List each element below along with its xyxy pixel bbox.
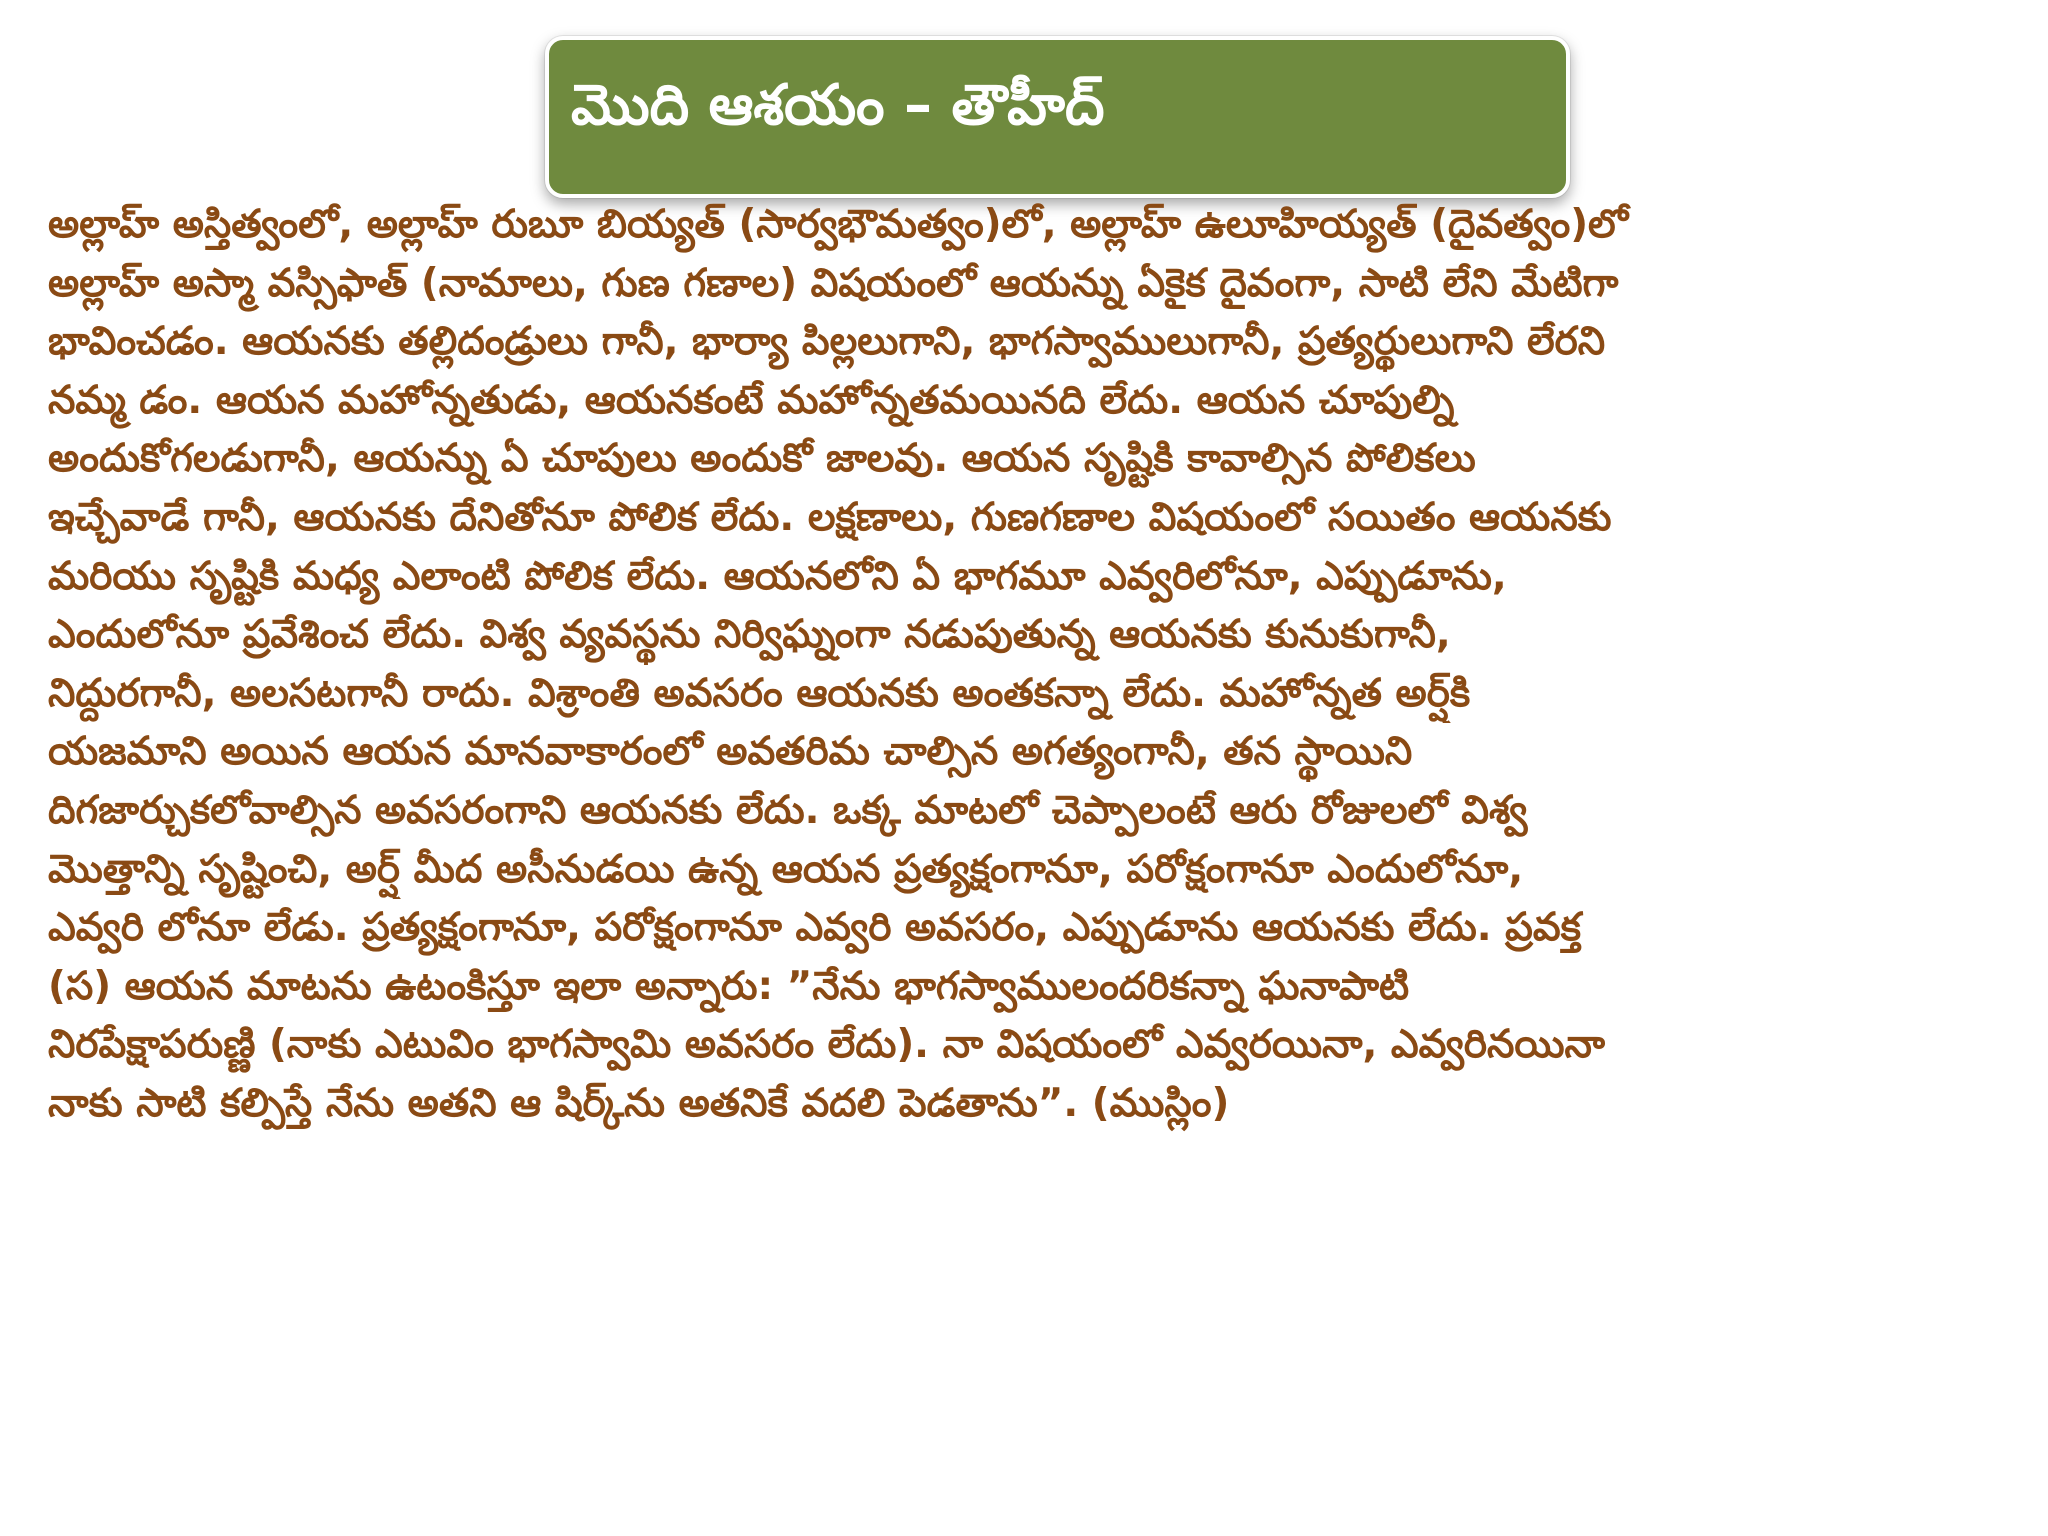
body-line: అల్లాహ్ అస్తిత్వంలో, అల్లాహ్ రుబూ బియ్యత్ (సార్వభౌమత్వం)లో, అల్లాహ్ ఉలూహియ్యత్ (దైవత్వం)లో [48, 202, 1629, 247]
body-line: ఎవ్వరి లోనూ లేడు. ప్రత్యక్షంగానూ, పరోక్షంగానూ ఎవ్వరి అవసరం, ఎప్పుడూను ఆయనకు లేదు. ప్రవక్త [48, 905, 1581, 951]
body-line: మరియు సృష్టికి మధ్య ఎలాంటి పోలిక లేదు. ఆయనలోని ఏ భాగమూ ఎవ్వరిలోనూ, ఎప్పుడూను, [48, 553, 1507, 599]
body-line: మొత్తాన్ని సృష్టించి, అర్ష్ మీద అసీనుడయి ఉన్న ఆయన ప్రత్యక్షంగానూ, పరోక్షంగానూ ఎందులోనూ, [48, 846, 1524, 892]
body-line: అందుకోగలడుగానీ, ఆయన్ను ఏ చూపులు అందుకో జాలవు. ఆయన సృష్టికి కావాల్సిన పోలికలు [48, 436, 1476, 482]
body-line: (స) ఆయన మాటను ఉటంకిస్తూ ఇలా అన్నారు: ”నేను భాగస్వాములందరికన్నా ఘనాపాటి [48, 963, 1410, 1009]
body-paragraph [48, 196, 2008, 1134]
body-line: నమ్మ డం. ఆయన మహోన్నతుడు, ఆయనకంటే మహోన్నతమయినది లేదు. ఆయన చూపుల్ని [48, 377, 1455, 423]
body-line: నిద్దురగానీ, అలసటగానీ రాదు. విశ్రాంతి అవసరం ఆయనకు అంతకన్నా లేదు. మహోన్నత అర్ష్‌కి [48, 670, 1471, 716]
body-line: దిగజార్చుకలోవాల్సిన అవసరంగాని ఆయనకు లేదు. ఒక్క మాటలో చెప్పాలంటే ఆరు రోజులలో విశ్వ [48, 787, 1528, 833]
body-line: భావించడం. ఆయనకు తల్లిదండ్రులు గానీ, భార్యా పిల్లలుగాని, భాగస్వాములుగానీ, ప్రత్యర్థులుగాని లేరని [48, 319, 1606, 365]
body-line: నాకు సాటి కల్పిస్తే నేను అతని ఆ షిర్క్‌ను అతనికే వదలి పెడతాను”. (ముస్లిం) [48, 1080, 1230, 1126]
body-line: ఎందులోనూ ప్రవేశించ లేదు. విశ్వ వ్యవస్థను నిర్విఘ్నంగా నడుపుతున్న ఆయనకు కునుకుగానీ, [48, 612, 1451, 658]
title-box [545, 36, 1570, 198]
body-line: ఇచ్చేవాడే గానీ, ఆయనకు దేనితోనూ పోలిక లేదు. లక్షణాలు, గుణగణాల విషయంలో సయితం ఆయనకు [48, 494, 1612, 540]
body-line: అల్లాహ్ అస్మా వస్సిఫాత్ (నామాలు, గుణ గణాల) విషయంలో ఆయన్ను ఏకైక దైవంగా, సాటి లేని మేటిగా [48, 260, 1619, 306]
slide-title: మొది ఆశయం – తౌహీద్ [571, 73, 1105, 138]
body-line: యజమాని అయిన ఆయన మానవాకారంలో అవతరిమ చాల్సిన అగత్యంగానీ, తన స్థాయిని [48, 729, 1413, 775]
body-line: నిరపేక్షాపరుణ్ణి (నాకు ఎటువిం భాగస్వామి అవసరం లేదు). నా విషయంలో ఎవ్వరయినా, ఎవ్వరినయినా [48, 1022, 1606, 1068]
